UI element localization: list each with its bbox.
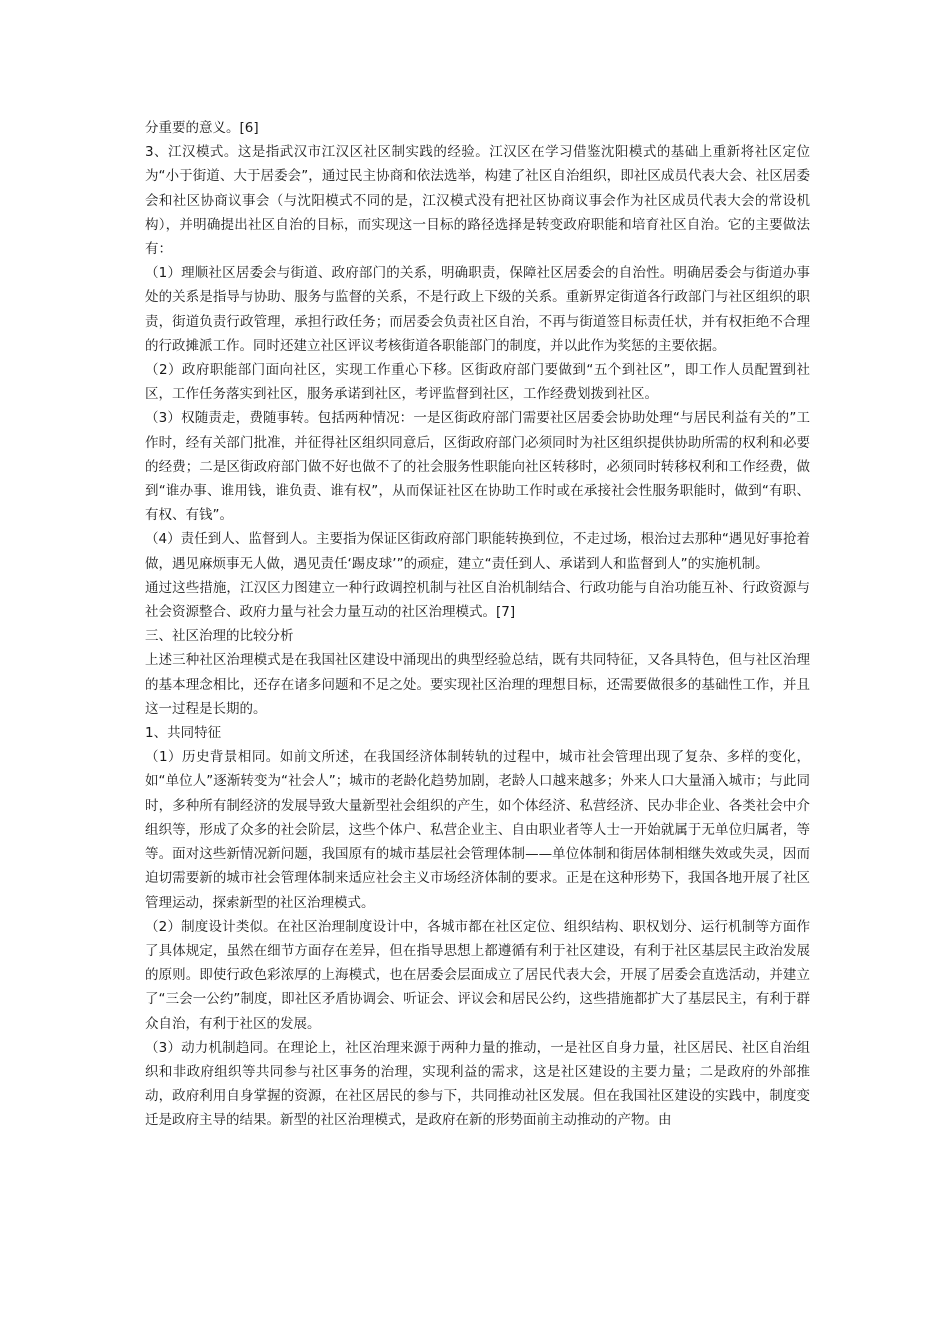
subheading-common-features: 1、共同特征 [145, 725, 222, 742]
paragraph-jianghan-model: 3、江汉模式。这是指武汉市江汉区社区制实践的经验。江汉区在学习借鉴沈阳模式的基础上重新将社区定位为“小于街道、大于居委会”，通过民主协商和依法选举，构建了社区自治组织，即社区成员代表大会、社区居委会和社区协商议事会（与沈阳模式不同的是，江汉模式没有把社区协商议事会作为社区成员代表大会的常设机构），并明确提出社区自治的目标，而实现这一目标的路径选择是转变政府职能和培育社区自治。它的主要做法有： [145, 144, 810, 258]
paragraph-feature-1: （1）历史背景相同。如前文所述，在我国经济体制转轨的过程中，城市社会管理出现了复杂、多样的变化，如“单位人”逐渐转变为“社会人”；城市的老龄化趋势加剧，老龄人口越来越多；外来人口大量涌入城市；与此同时，多种所有制经济的发展导致大量新型社会组织的产生，如个体经济、私营经济、民办非企业、各类社会中介组织等，形成了众多的社会阶层，这些个体户、私营企业主、自由职业者等人士一开始就属于无单位归属者，等等。面对这些新情况新问题，我国原有的城市基层社会管理体制——单位体制和街居体制相继失效或失灵，因而迫切需要新的城市社会管理体制来适应社会主义市场经济体制的要求。正是在这种形势下，我国各地开展了社区管理运动，探索新型的社区治理模式。 [145, 749, 810, 911]
document-page [145, 116, 810, 1133]
paragraph-continuation: 分重要的意义。[6] [145, 120, 259, 136]
paragraph-measure-4: （4）责任到人、监督到人。主要指为保证区街政府部门职能转换到位，不走过场，根治过去那种“遇见好事抢着做，遇见麻烦事无人做，遇见责任‘踢皮球’”的顽症，建立“责任到人、承诺到人和监督到人”的实施机制。 [145, 531, 810, 572]
paragraph-summary: 通过这些措施，江汉区力图建立一种行政调控机制与社区自治机制结合、行政功能与自治功能互补、行政资源与社会资源整合、政府力量与社会力量互动的社区治理模式。[7] [145, 579, 810, 621]
paragraph-feature-3: （3）动力机制趋同。在理论上，社区治理来源于两种力量的推动，一是社区自身力量，社区居民、社区自治组织和非政府组织等共同参与社区事务的治理，实现利益的需求，这是社区建设的主要力量；二是政府的外部推动，政府利用自身掌握的资源，在社区居民的参与下，共同推动社区发展。但在我国社区建设的实践中，制度变迁是政府主导的结果。新型的社区治理模式，是政府在新的形势面前主动推动的产物。由 [145, 1039, 810, 1129]
paragraph-feature-2: （2）制度设计类似。在社区治理制度设计中，各城市都在社区定位、组织结构、职权划分、运行机制等方面作了具体规定，虽然在细节方面存在差异，但在指导思想上都遵循有利于社区建设，有利于社区基层民主政治发展的原则。即使行政色彩浓厚的上海模式，也在居委会层面成立了居民代表大会，开展了居委会直选活动，并建立了“三会一公约”制度，即社区矛盾协调会、听证会、评议会和居民公约，这些措施都扩大了基层民主，有利于群众自治，有利于社区的发展。 [145, 918, 810, 1032]
paragraph-measure-3: （3）权随责走，费随事转。包括两种情况：一是区街政府部门需要社区居委会协助处理“与居民利益有关的”工作时，经有关部门批准，并征得社区组织同意后，区街政府部门必须同时为社区组织提供协助所需的权利和必要的经费；二是区街政府部门做不好也做不了的社会服务性职能向社区转移时，必须同时转移权利和工作经费，做到“谁办事、谁用钱，谁负责、谁有权”，从而保证社区在协助工作时或在承接社会性服务职能时，做到“有职、有权、有钱”。 [145, 410, 810, 524]
section-heading-comparison: 三、社区治理的比较分析 [145, 628, 294, 645]
paragraph-comparison-intro: 上述三种社区治理模式是在我国社区建设中涌现出的典型经验总结，既有共同特征，又各具特色，但与社区治理的基本理念相比，还存在诸多问题和不足之处。要实现社区治理的理想目标，还需要做很多的基础性工作，并且这一过程是长期的。 [145, 652, 810, 717]
paragraph-measure-2: （2）政府职能部门面向社区，实现工作重心下移。区街政府部门要做到“五个到社区”，即工作人员配置到社区，工作任务落实到社区，服务承诺到社区，考评监督到社区，工作经费划拨到社区。 [145, 362, 810, 403]
paragraph-measure-1: （1）理顺社区居委会与街道、政府部门的关系，明确职责，保障社区居委会的自治性。明确居委会与街道办事处的关系是指导与协助、服务与监督的关系，不是行政上下级的关系。重新界定街道各行政部门与社区组织的职责，街道负责行政管理，承担行政任务；而居委会负责社区自治，不再与街道签目标责任状，并有权拒绝不合理的行政摊派工作。同时还建立社区评议考核街道各职能部门的制度，并以此作为奖惩的主要依据。 [145, 265, 810, 354]
